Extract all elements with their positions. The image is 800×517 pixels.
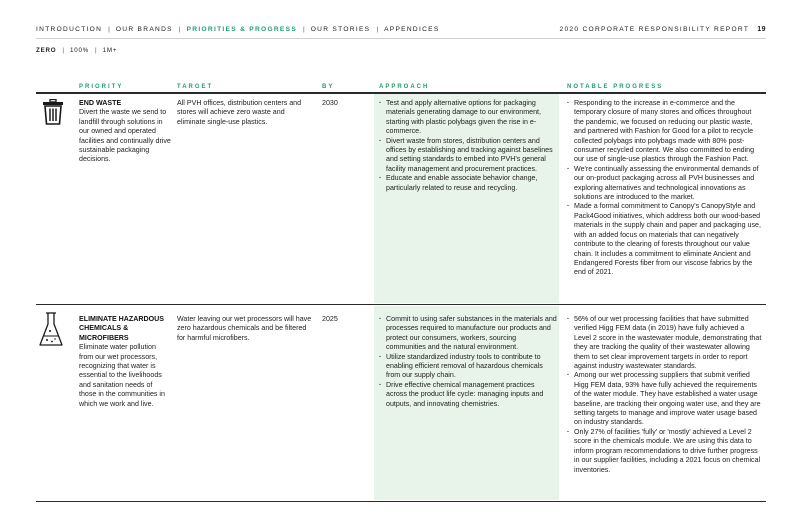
priority-title: ELIMINATE HAZARDOUS CHEMICALS & MICROFIBERS xyxy=(79,315,164,342)
nav-separator: | xyxy=(108,25,110,33)
header-divider xyxy=(36,38,766,39)
approach-item: · Utilize standardized industry tools to contribute to enabling efficient removal of hazardous chemicals from our supply chain. xyxy=(379,353,557,381)
nav-introduction[interactable]: INTRODUCTION xyxy=(36,25,103,33)
column-header-target: TARGET xyxy=(177,84,214,90)
nav-priorities-progress[interactable]: PRIORITIES & PROGRESS xyxy=(186,25,298,33)
approach-item: · Divert waste from stores, distribution centers and offices by establishing and tracking against baselines and setting standards to embed into PVH's general facility management and procurement practices. xyxy=(379,137,557,175)
nav-separator: | xyxy=(376,25,379,33)
subnav-separator: | xyxy=(95,47,97,54)
column-header-priority: PRIORITY xyxy=(79,84,124,90)
progress-item: · Only 27% of facilities 'fully' or 'mostly' achieved a Level 2 score in the chemicals module. We are using this data to inform program recommendations to drive further progress in our supplier facilities, including a 2021 focus on chemical inventories. xyxy=(567,428,763,475)
top-navigation xyxy=(36,22,766,36)
row-divider xyxy=(36,501,766,502)
nav-our-brands[interactable]: OUR BRANDS xyxy=(115,25,173,33)
sub-navigation xyxy=(36,47,117,54)
nav-appendices[interactable]: APPENDICES xyxy=(384,25,440,33)
nav-our-stories[interactable]: OUR STORIES xyxy=(310,25,371,33)
subnav-separator: | xyxy=(62,47,64,54)
approach-item: · Commit to using safer substances in the materials and processes required to manufacture our products and protect our consumers, workers, sourcing communities and the natural environment. xyxy=(379,315,557,353)
column-header-by: BY xyxy=(322,84,335,90)
progress-item: · 56% of our wet processing facilities that have submitted verified Higg FEM data (in 2019) have fully achieved a Level 2 score in the wastewater module, demonstrating that they are tracking the quality of their wastewater allowing them to set clear improvement targets in order to report against industry wastewater standards. xyxy=(567,315,763,371)
target-cell: All PVH offices, distribution centers and stores will achieve zero waste and eliminate single-use plastics. xyxy=(177,99,302,126)
progress-item: · Responding to the increase in e-commerce and the temporary closure of many stores and offices throughout the pandemic, we focused on reducing our plastic waste, and partnered with Fashion for Good for a pilot to recycle collected polybags into polybags made with 80% post-consumer recycled content. We also committed to ending our use of single-use plastics through the Fashion Pact. xyxy=(567,99,763,165)
subnav-1m-plus[interactable]: 1M+ xyxy=(102,47,118,54)
by-year-cell: 2025 xyxy=(322,315,338,323)
priority-title: END WASTE xyxy=(79,99,122,107)
approach-item: · Test and apply alternative options for packaging materials generating damage to our environment, starting with plastic polybags given the rise in e-commerce. xyxy=(379,99,557,137)
progress-item: · We're continually assessing the environmental demands of our on-product packaging across all PVH businesses and exploring alternatives and technological innovations as solutions are introduced to the market. xyxy=(567,165,763,203)
progress-item: · Made a formal commitment to Canopy's CanopyStyle and Pack4Good initiatives, which address both our wood-based materials in the supply chain and paper and packaging use, with an added focus on materials that can negatively contribute to the clearing of forests throughout our value chain. It includes a commitment to eliminate Ancient and Endangered Forests fiber from our viscose fabrics by the end of 2021. xyxy=(567,202,763,277)
nav-separator: | xyxy=(178,25,181,33)
column-header-approach: APPROACH xyxy=(379,84,430,90)
row-divider xyxy=(36,304,766,305)
approach-item: · Drive effective chemical management practices across the product life cycle: managing inputs and outputs, and innovating chemistries. xyxy=(379,381,557,409)
subnav-100-percent[interactable]: 100% xyxy=(70,47,90,54)
priority-description: Eliminate water pollution from our wet processors, recognizing that water is essential to the livelihoods and sanitation needs of those in the communities in which we work and live. xyxy=(79,343,165,408)
progress-list xyxy=(567,315,763,475)
target-cell: Water leaving our wet processors will have zero hazardous chemicals and be filtered for harmful microfibers. xyxy=(177,315,312,342)
report-title: 2020 CORPORATE RESPONSIBILITY REPORT xyxy=(559,25,750,33)
priority-cell xyxy=(79,315,171,409)
page-number: 19 xyxy=(757,25,766,33)
column-header-notable-progress: NOTABLE PROGRESS xyxy=(567,84,664,90)
approach-item: · Educate and enable associate behavior change, particularly related to reuse and recycling. xyxy=(379,174,557,193)
progress-list xyxy=(567,99,763,278)
approach-list xyxy=(379,99,557,193)
trash-can-icon xyxy=(42,99,64,130)
progress-item: · Among our wet processing suppliers that submit verified Higg FEM data, 93% have fully achieved the requirements of the water module. They have established a water usage baseline, are tracking their ongoing water use, and they are setting targets to manage and improve water usage based on industry standards. xyxy=(567,371,763,427)
priority-cell xyxy=(79,99,171,165)
priority-description: Divert the waste we send to landfill through solutions in our owned and operated facilities and continually drive sustainable packaging decisions. xyxy=(79,108,171,164)
flask-icon xyxy=(38,312,64,353)
subnav-zero[interactable]: ZERO xyxy=(36,47,57,54)
approach-list xyxy=(379,315,557,409)
nav-separator: | xyxy=(303,25,305,33)
section-nav xyxy=(36,26,440,33)
by-year-cell: 2030 xyxy=(322,99,338,107)
